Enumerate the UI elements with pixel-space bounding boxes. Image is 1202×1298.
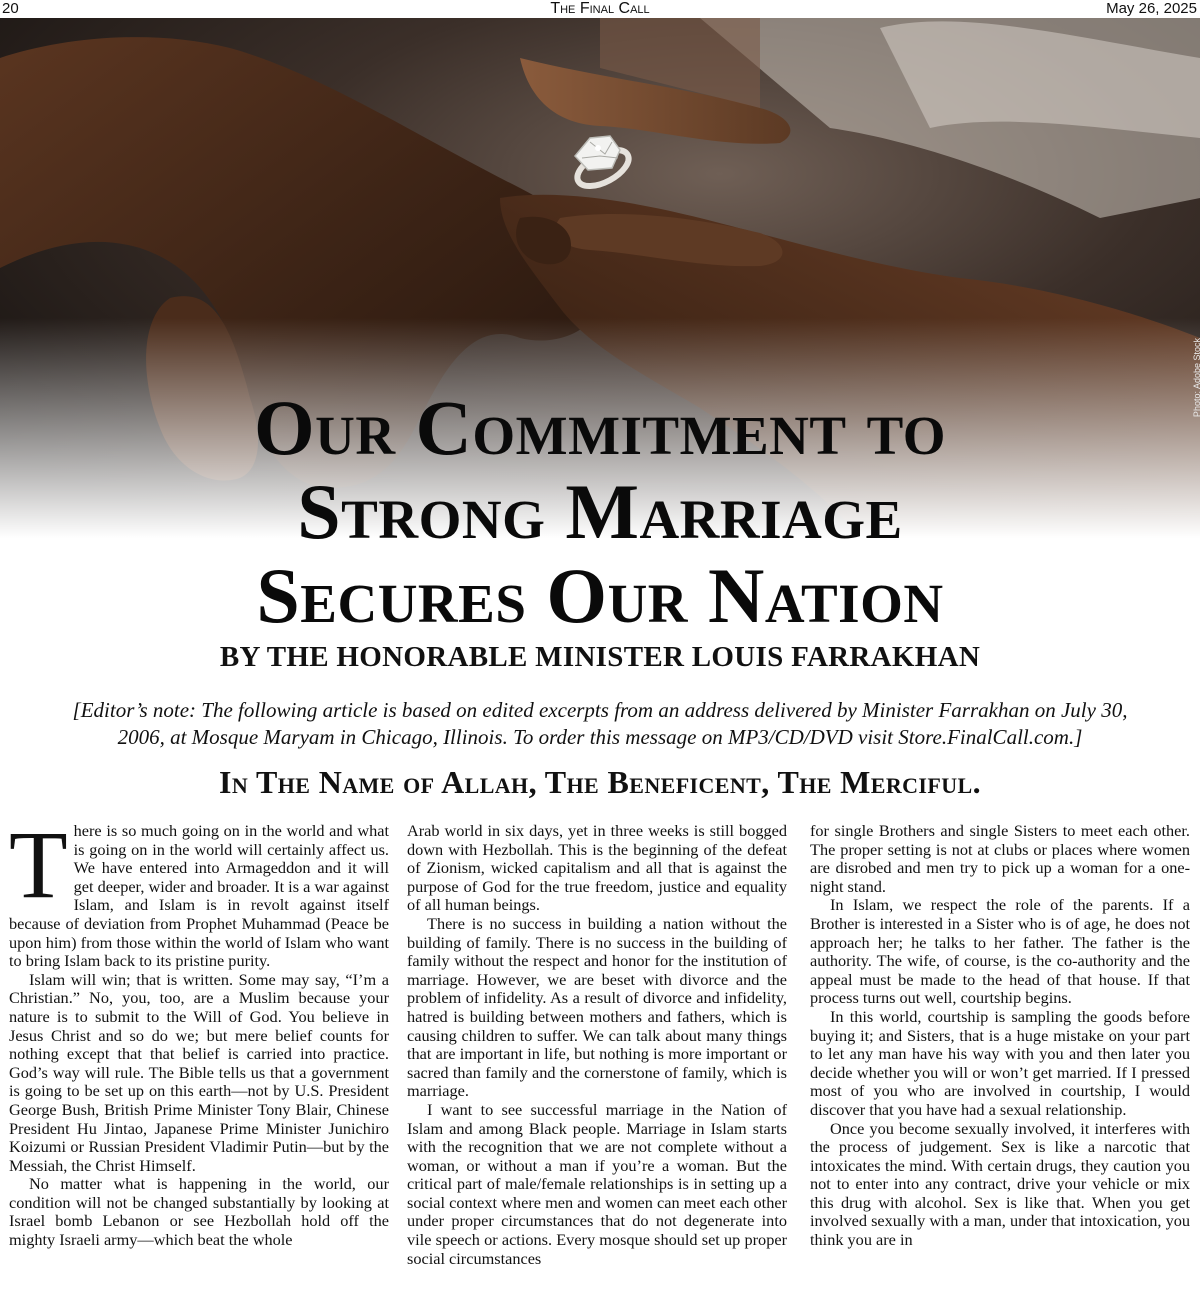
issue-date: May 26, 2025 [1106, 0, 1197, 17]
paragraph: Arab world in six days, yet in three weeks is still bogged down with Hezbollah. This is the beginning of the defeat of Zionism, wicked capitalism and all that is against the purpose of God for the true freedom, justice and equality of all human beings. [407, 821, 787, 915]
paragraph: Once you become sexually involved, it interferes with the process of judgement. Sex is like a narcotic that intoxicates the mind. With certain drugs, they caution you not to enter into any contract, drive your vehicle or mix this drug with alcohol. Sex is like that. When you get involved sexually with a man, under that intoxication, you think you are in [810, 1118, 1190, 1250]
column-1 [9, 811, 389, 1298]
headline-line-1: Our Commitment to [253, 384, 947, 471]
byline: BY THE HONORABLE MINISTER LOUIS FARRAKHAN [219, 641, 981, 673]
paragraph: In Islam, we respect the role of the parents. If a Brother is interested in a Sister who is of age, he does not approach her; he talks to her father. The father is the authority. The wife, of course, is the co-authority and the appeal must be made to the head of that house. If that process turns out well, courtship begins. [810, 895, 1190, 1008]
headline-line-3: Secures Our Nation [256, 552, 944, 639]
editor-note-line-2: 2006, at Mosque Maryam in Chicago, Illinois. To order this message on MP3/CD/DVD visit Store.FinalCall.com.] [117, 725, 1083, 749]
paragraph: There is no success in building a nation without the building of family. There is no success in the building of family without the respect and honor for the institution of marriage. However, we are beset with divorce and the problem of infidelity. As a result of divorce and infidelity, hatred is building between mothers and fathers, which is causing children to suffer. We can talk about many things that are important in life, but nothing is more important or sacred than family and the cornerstone of family, which is marriage. [407, 913, 787, 1101]
editor-note [0, 697, 1200, 751]
paragraph: Islam will win; that is written. Some may say, “I’m a Christian.” No, you, too, are a Muslim because your nature is to submit to the Will of God. You believe in Jesus Christ and so do we; but mere belief counts for nothing except that that belief is carried into practice. God’s way will rule. The Bible tells us that a government is going to be set up on this earth—not by U.S. President George Bush, British Prime Minister Tony Blair, Chinese President Hu Jintao, Japanese Prime Minister Junichiro Koizumi or Russian President Vladimir Putin—but by the Messiah, the Christ Himself. [9, 969, 389, 1175]
headline-line-2: Strong Marriage [297, 468, 903, 555]
drop-cap: T [9, 811, 68, 918]
page-header [0, 0, 1200, 18]
paragraph [9, 811, 389, 971]
article-body [9, 811, 1191, 1298]
invocation-heading: In The Name of Allah, The Beneficent, The Merciful. [219, 764, 981, 800]
paragraph: I want to see successful marriage in the Nation of Islam and among Black people. Marriage in Islam starts with the recognition that we are not complete without a woman, or without a man if you’re a woman. But the critical part of male/female relationships is in setting up a social context where men and women can meet each other under proper circumstances that do not degenerate into vile speech or actions. Every mosque should set up proper social circumstances [407, 1099, 787, 1268]
article-headline [0, 386, 1200, 638]
paragraph: In this world, courtship is sampling the goods before buying it; and Sisters, that is a huge mistake on your part to let any man have his way with you and then later you decide whether you will or won’t get married. If I pressed most of you who are involved in courtship, I would discover that you have had a sexual relationship. [810, 1006, 1190, 1119]
paragraph-text: here is so much going on in the world and what is going on in the world will certainly affect us. We have entered into Armageddon and it will get deeper, wider and broader. It is a war against Islam, and Islam is in revolt against itself because of deviation from Prophet Muhammad (Peace be upon him) from those within the world of Islam who want to bring Islam back to its pristine purity. [9, 821, 389, 971]
newspaper-name: The Final Call [550, 0, 650, 17]
paragraph: for single Brothers and single Sisters to meet each other. The proper setting is not at clubs or places where women are disrobed and men try to pick up a woman for a one-night stand. [810, 821, 1190, 896]
editor-note-line-1: [Editor’s note: The following article is based on edited excerpts from an address delivered by Minister Farrakhan on July 30, [72, 698, 1128, 722]
column-2 [407, 822, 787, 1298]
photo-credit: Photo: Adobe Stock [1192, 338, 1202, 418]
column-3 [810, 822, 1190, 1298]
page-number: 20 [2, 0, 19, 17]
paragraph: No matter what is happening in the world, our condition will not be changed substantially by looking at Israel bomb Lebanon or see Hezbollah hold off the mighty Israeli army—which beat the whole [9, 1174, 389, 1250]
